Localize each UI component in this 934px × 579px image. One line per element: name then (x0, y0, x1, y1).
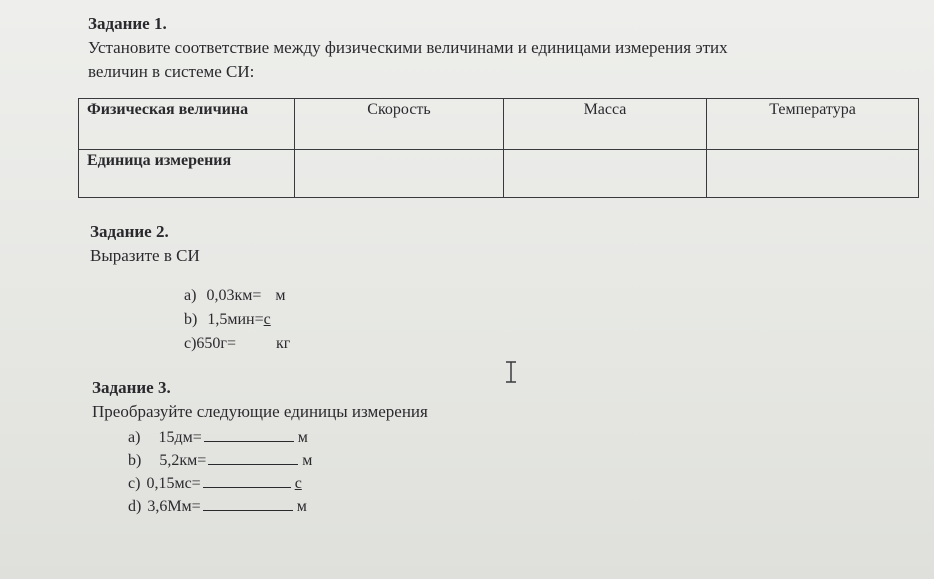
table-cell-mass-unit[interactable] (504, 150, 707, 198)
task3-instruction: Преобразуйте следующие единицы измерения (92, 402, 428, 421)
task2-item-c (184, 335, 290, 353)
table-column-temperature: Температура (707, 99, 919, 150)
table-row (79, 150, 919, 198)
task3-item-c (128, 473, 302, 493)
table-row-header-unit: Единица измерения (79, 150, 295, 198)
task3-item-a (128, 427, 308, 447)
text-cursor-icon (504, 361, 518, 383)
item-expr: 3,6Мм= (147, 498, 201, 515)
item-expr: 1,5мин= (207, 311, 264, 328)
task2-instruction: Выразите в СИ (90, 246, 200, 265)
item-label: a) (184, 287, 197, 304)
answer-blank[interactable] (203, 496, 293, 511)
table-column-speed: Скорость (295, 99, 504, 150)
item-unit: м (302, 452, 313, 469)
table-row-header-quantity: Физическая величина (79, 99, 295, 150)
item-expr: 0,03км= (206, 287, 262, 304)
task1-text-line2: величин в системе СИ: (88, 62, 255, 81)
item-expr: 5,2км= (159, 452, 207, 469)
answer-blank[interactable] (203, 473, 291, 488)
task3-item-d (128, 496, 307, 516)
item-label: b) (184, 311, 198, 328)
item-label: c)650г= (184, 335, 237, 352)
item-unit: м (275, 287, 286, 304)
item-expr: 0,15мс= (146, 475, 201, 492)
item-label: b) (128, 452, 142, 469)
task2-item-b (184, 311, 271, 329)
item-unit: с (263, 311, 271, 328)
task1-title: Задание 1. (88, 14, 167, 33)
task2-item-a (184, 287, 285, 305)
task1-text-line1: Установите соответствие между физическими величинами и единицами измерения этих (88, 38, 728, 57)
task1-table (78, 98, 919, 198)
item-label: a) (128, 429, 141, 446)
item-label: c) (128, 475, 141, 492)
answer-blank[interactable] (208, 450, 298, 465)
item-unit: кг (276, 335, 291, 352)
table-column-mass: Масса (504, 99, 707, 150)
item-unit: м (297, 429, 308, 446)
task2-title: Задание 2. (90, 222, 169, 241)
table-cell-speed-unit[interactable] (295, 150, 504, 198)
item-expr: 15дм= (158, 429, 202, 446)
table-row (79, 99, 919, 150)
answer-blank[interactable] (204, 427, 294, 442)
task3-title: Задание 3. (92, 378, 171, 397)
item-unit: м (296, 498, 307, 515)
table-cell-temperature-unit[interactable] (707, 150, 919, 198)
item-label: d) (128, 498, 142, 515)
task3-item-b (128, 450, 312, 470)
item-unit: с (294, 475, 302, 492)
